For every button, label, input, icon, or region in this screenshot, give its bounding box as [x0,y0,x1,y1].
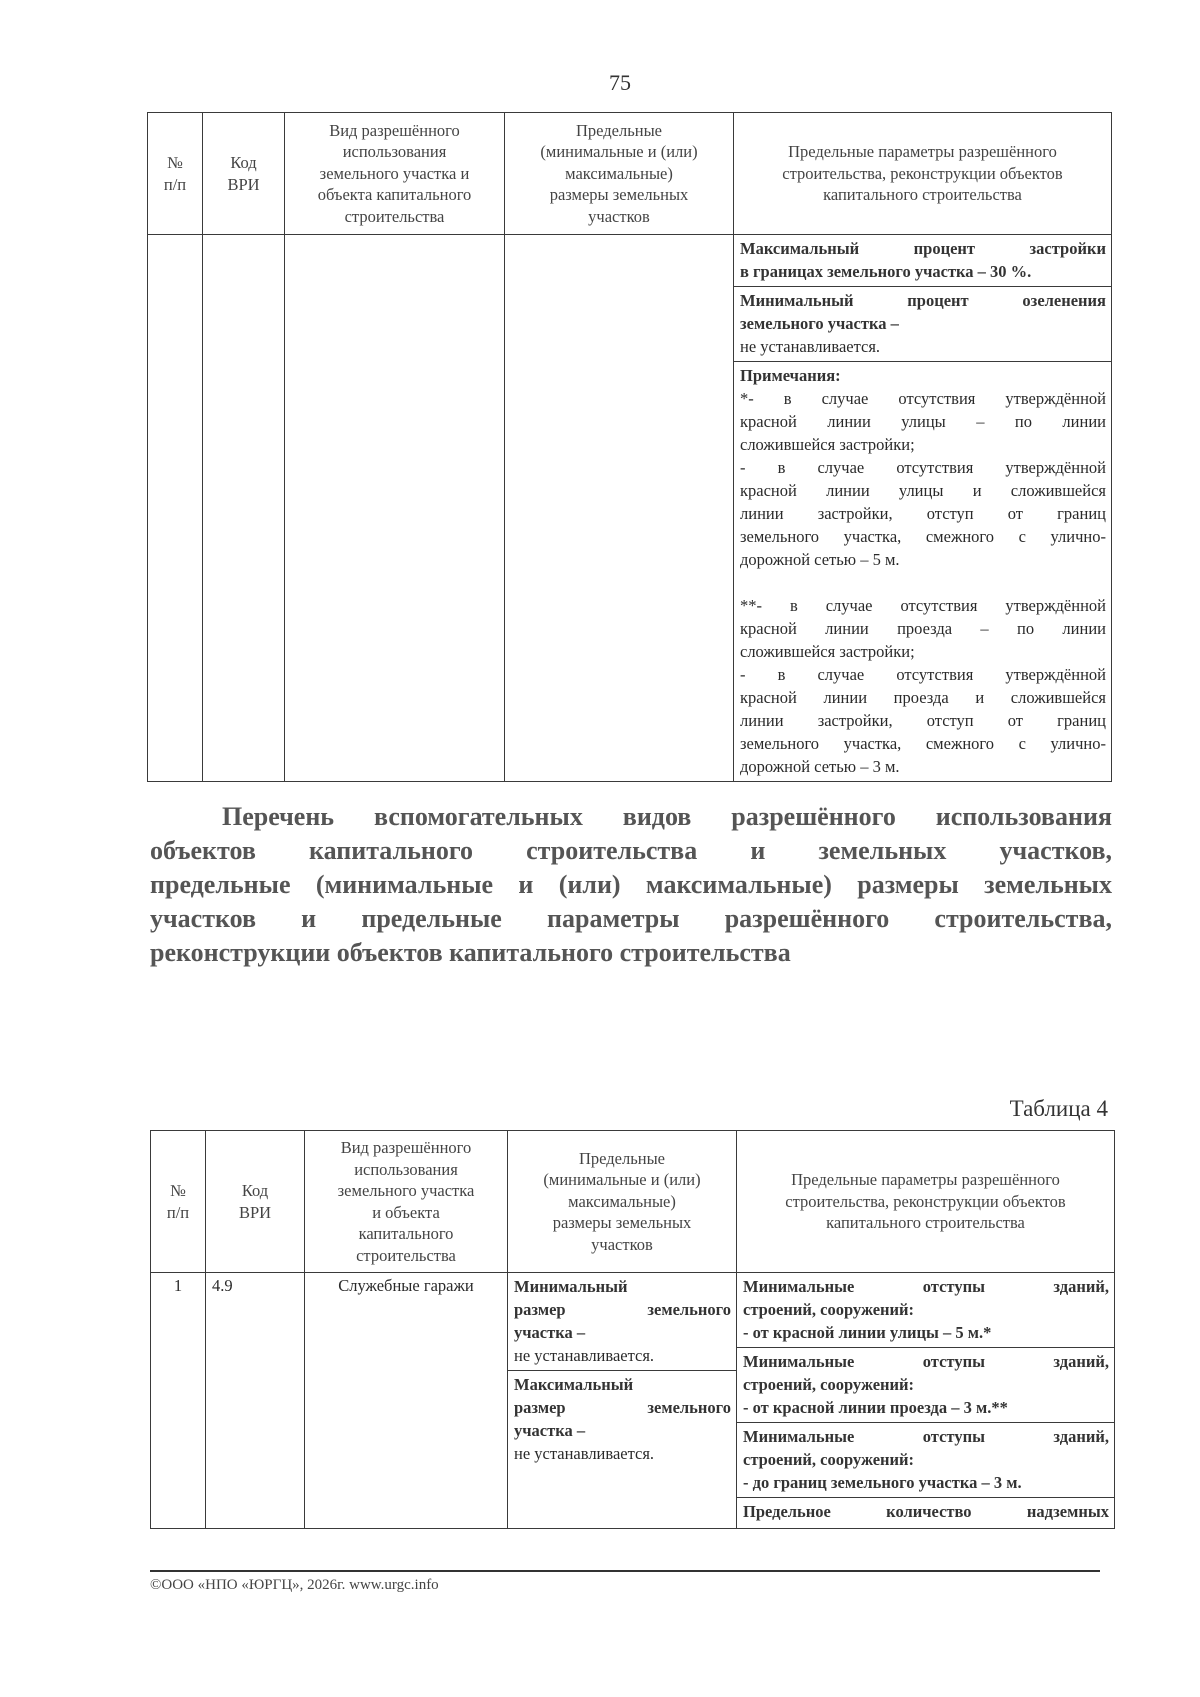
header-sizes: Предельные (минимальные и (или) максимальные) размеры земельных участков [505,113,734,235]
max-size-block: Максимальный размер земельного участка – не устанавливается. [508,1370,736,1468]
header-sizes: Предельные (минимальные и (или) максимальные) размеры земельных участков [508,1131,737,1273]
param-floors: Предельное количество надземных [737,1497,1114,1526]
param-border-offset: Минимальные отступы зданий, строений, сооружений: - до границ земельного участка – 3 м. [737,1422,1114,1497]
header-num: № п/п [148,113,203,235]
cell-code [203,235,285,782]
page-number: 75 [609,70,631,95]
section-heading: Перечень вспомогательных видов разрешённого использования объектов капитального строительства и земельных участков, предельные (минимальные и (или) максимальные) размеры земельных участков и предельные параметры разрешённого строительства, реконструкции объектов капитального строительства [150,802,1112,967]
param-street-offset: Минимальные отступы зданий, строений, сооружений: - от красной линии улицы – 5 м.* [743,1277,1109,1342]
header-code: Код ВРИ [206,1131,305,1273]
header-params: Предельные параметры разрешённого строительства, реконструкции объектов капитального строительства [737,1131,1115,1273]
cell-params [737,1273,1115,1529]
cell-sizes [505,235,734,782]
param-passage-offset: Минимальные отступы зданий, строений, сооружений: - от красной линии проезда – 3 м.** [737,1347,1114,1422]
cell-params [734,235,1112,782]
header-vid: Вид разрешённого использования земельного участка и объекта капитального строительства [285,113,505,235]
footer-divider [150,1570,1100,1572]
table-4 [150,1130,1115,1529]
cell-vid [285,235,505,782]
table-header-row [148,113,1112,235]
footer-copyright: ©ООО «НПО «ЮРГЦ», 2026г. www.urgc.info [150,1577,439,1593]
table-header-row [151,1131,1115,1273]
param-build-percent: Максимальный процент застройки в границах земельного участка – 30 %. [740,239,1106,281]
cell-vid: Служебные гаражи [305,1273,508,1529]
cell-code: 4.9 [206,1273,305,1529]
header-num: № п/п [151,1131,206,1273]
header-params: Предельные параметры разрешённого строительства, реконструкции объектов капитального строительства [734,113,1112,235]
cell-row-num: 1 [151,1273,206,1529]
param-notes: Примечания: *- в случае отсутствия утверждённой красной линии улицы – по линии сложившейся застройки; - в случае отсутствия утверждённой красной линии улицы и сложившейся линии застройки, отступ от границ земельного участка, смежного с улично- дорожной сетью – 5 м. **- в случае отсутствия утверждённой красной линии проезда – по линии сложившейся застройки; - в случае отсутствия утверждённой красной линии проезда и сложившейся линии застройки, отступ от границ земельного участка, смежного с улично- дорожной сетью – 3 м. [734,361,1111,781]
header-vid: Вид разрешённого использования земельного участка и объекта капитального строительства [305,1131,508,1273]
param-green-percent: Минимальный процент озеленения земельного участка – не устанавливается. [734,286,1111,361]
table-row [151,1273,1115,1529]
table-caption: Таблица 4 [1009,1096,1108,1121]
cell-sizes [508,1273,737,1529]
cell-num [148,235,203,782]
table-continued [147,112,1112,782]
table-row [148,235,1112,782]
min-size-block: Минимальный размер земельного участка – не устанавливается. [514,1277,731,1365]
header-code: Код ВРИ [203,113,285,235]
